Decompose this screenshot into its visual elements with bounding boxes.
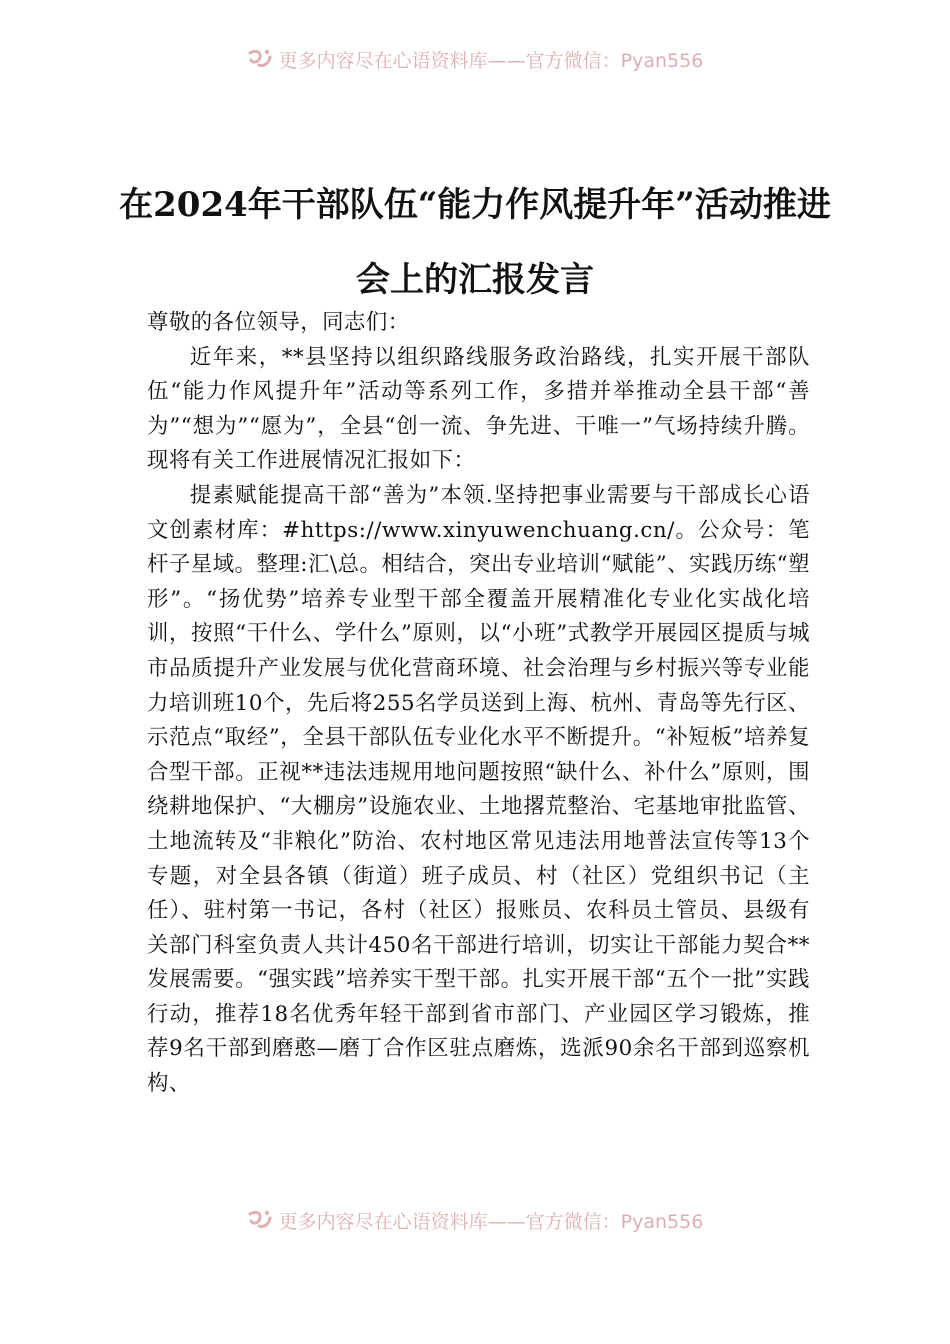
watermark-logo-icon <box>247 48 273 70</box>
watermark-text: 更多内容尽在心语资料库——官方微信：Pyan556 <box>278 1210 704 1233</box>
paragraph-intro: 近年来，**县坚持以组织路线服务政治路线，扎实开展干部队伍“能力作风提升年”活动等系列工作，多措并举推动全县干部“善为”“想为”“愿为”，全县“创一流、争先进、干唯一”气场持续升腾。现将有关工作进展情况汇报如下： <box>147 344 810 474</box>
watermark-content <box>247 1207 704 1234</box>
watermark-banner-top <box>0 48 950 88</box>
watermark-logo-icon <box>247 1209 273 1231</box>
watermark-text: 更多内容尽在心语资料库——官方微信：Pyan556 <box>278 49 704 72</box>
watermark-banner-bottom <box>0 1204 950 1244</box>
document-title: 在2024年干部队伍“能力作风提升年”活动推进会上的汇报发言 <box>119 185 831 300</box>
salutation: 尊敬的各位领导，同志们： <box>147 310 410 335</box>
paragraph-training: 提素赋能提高干部“善为”本领.坚持把事业需要与干部成长心语文创素材库：#https://www.xinyuwenchuang.cn/。公众号：笔杆子星域。整理:汇\总。相结合，突出专业培训“赋能”、实践历练“塑形”。“扬优势”培养专业型干部全覆盖开展精准化专业化实战化培训，按照“干什么、学什么”原则，以“小班”式教学开展园区提质与城市品质提升产业发展与优化营商环境、社会治理与乡村振兴等专业能力培训班10个，先后将255名学员送到上海、杭州、青岛等先行区、示范点“取经”，全县干部队伍专业化水平不断提升。“补短板”培养复合型干部。正视**违法违规用地问题按照“缺什么、补什么”原则，围绕耕地保护、“大棚房”设施农业、土地撂荒整治、宅基地审批监管、土地流转及“非粮化”防治、农村地区常见违法用地普法宣传等13个专题，对全县各镇（街道）班子成员、村（社区）党组织书记（主任）、驻村第一书记，各村（社区）报账员、农科员土管员、县级有关部门科室负责人共计450名干部进行培训，切实让干部能力契合**发展需要。“强实践”培养实干型干部。扎实开展干部“五个一批”实践行动，推荐18名优秀年轻干部到省市部门、产业园区学习锻炼，推荐9名干部到磨憨—磨丁合作区驻点磨炼，选派90余名干部到巡察机构、 <box>147 482 810 1097</box>
document-body <box>147 306 810 1102</box>
watermark-content <box>247 48 704 73</box>
